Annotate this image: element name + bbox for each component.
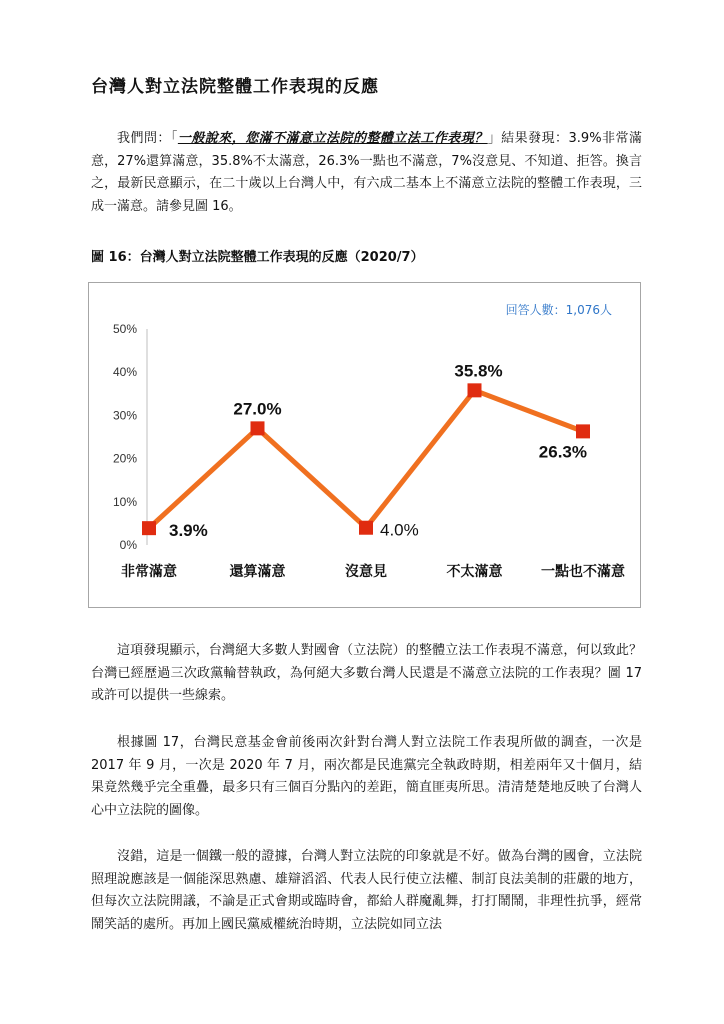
y-tick-label: 10% (112, 494, 137, 509)
data-label: 27.0% (233, 399, 282, 419)
data-label: 26.3% (538, 442, 587, 462)
figure-caption: 圖 16：台灣人對立法院整體工作表現的反應（2020/7） (91, 250, 424, 265)
data-point-marker (359, 521, 373, 535)
series-line (149, 390, 583, 528)
x-category-label: 不太滿意 (446, 564, 503, 580)
data-label: 4.0% (380, 520, 419, 540)
x-category-label: 沒意見 (345, 564, 387, 580)
chart-container (88, 282, 641, 608)
data-point-marker (142, 521, 156, 535)
x-category-label: 非常滿意 (121, 564, 177, 580)
intro-rest: 」結果發現：3.9%非常滿意，27%還算滿意，35.8%不太滿意，26.3%一點也不滿意，7%沒意見、不知道、拒答。換言之，最新民意顯示，在二十歲以上台灣人中，有六成二基本上不滿意立法院的整體工作表現，三成一滿意。請參見圖 16。 (91, 131, 642, 214)
data-point-marker (251, 421, 265, 435)
line-chart (89, 283, 640, 607)
paragraph-2: 根據圖 17，台灣民意基金會前後兩次針對台灣人對立法院工作表現所做的調查，一次是 2017 年 9 月，一次是 2020 年 7 月，兩次都是民進黨完全執政時期，相差兩年又十個月，結果竟然幾乎完全重疊，最多只有三個百分點內的差距，簡直匪夷所思。清清楚楚地反映了台灣人心中立法院的圖像。 (91, 735, 642, 818)
page-title: 台灣人對立法院整體工作表現的反應 (91, 77, 379, 97)
data-label: 3.9% (169, 521, 208, 541)
paragraph-3: 沒錯，這是一個鐵一般的證據，台灣人對立法院的印象就是不好。做為台灣的國會，立法院照理說應該是一個能深思熟慮、雄辯滔滔、代表人民行使立法權、制訂良法美制的莊嚴的地方，但每次立法院開議，不論是正式會期或臨時會，都給人群魔亂舞，打打鬧鬧，非理性抗爭，經常鬧笑話的處所。再加上國民黨威權統治時期，立法院如同立法 (91, 849, 642, 932)
data-point-marker (576, 424, 590, 438)
x-category-label: 一點也不滿意 (541, 564, 625, 580)
y-tick-label: 40% (112, 365, 137, 380)
data-point-marker (468, 383, 482, 397)
y-tick-label: 30% (112, 408, 137, 423)
intro-lead: 我們問：「 (117, 131, 178, 146)
y-tick-label: 0% (119, 538, 137, 552)
respondent-count: 回答人數：1,076人 (505, 303, 612, 317)
y-tick-label: 50% (112, 322, 137, 336)
paragraph-1: 這項發現顯示，台灣絕大多數人對國會（立法院）的整體立法工作表現不滿意，何以致此？台灣已經歷過三次政黨輪替執政，為何絕大多數台灣人民還是不滿意立法院的工作表現？圖 17 或許可以提供一些線索。 (91, 643, 642, 703)
y-tick-label: 20% (112, 451, 137, 466)
intro-paragraph (91, 128, 642, 218)
data-label: 35.8% (454, 361, 503, 381)
x-category-label: 還算滿意 (229, 564, 286, 580)
survey-question: 一般說來，您滿不滿意立法院的整體立法工作表現？ (177, 131, 488, 146)
